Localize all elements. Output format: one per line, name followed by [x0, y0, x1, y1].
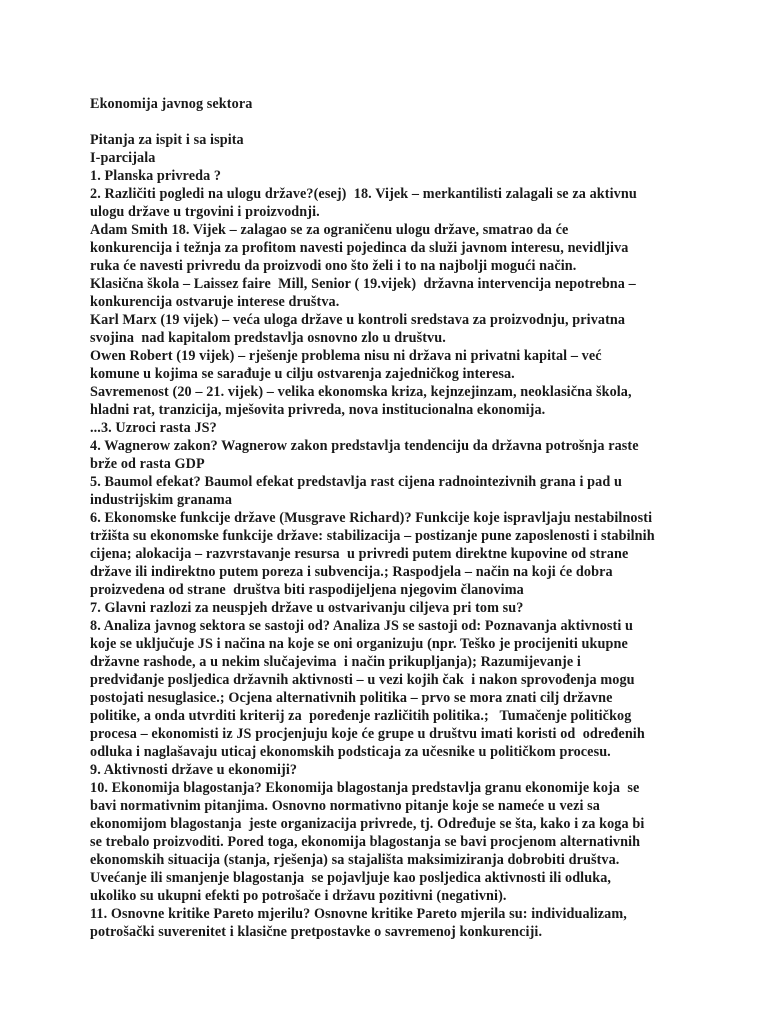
document-line: Adam Smith 18. Vijek – zalagao se za ograničenu ulogu države, smatrao da će	[90, 222, 569, 238]
document-line: Uvećanje ili smanjenje blagostanja se pojavljuje kao posljedica aktivnosti ili odluka,	[90, 870, 612, 886]
document-line: ekonomskih situacija (stanja, rješenja) sa stajališta maksimiziranja dobrobiti društva.	[90, 852, 620, 868]
document-page	[90, 95, 740, 941]
document-line: industrijskim granama	[90, 492, 233, 508]
document-line: 4. Wagnerow zakon? Wagnerow zakon predstavlja tendenciju da državna potrošnja raste	[90, 438, 639, 454]
document-line: hladni rat, tranzicija, mješovita privreda, nova institucionalna ekonomija.	[90, 402, 546, 418]
document-title: Ekonomija javnog sektora	[90, 96, 253, 112]
document-line: I-parcijala	[90, 150, 156, 166]
document-line: brže od rasta GDP	[90, 456, 205, 472]
document-line: 2. Različiti pogledi na ulogu države?(esej) 18. Vijek – merkantilisti zalagali se za aktivnu	[90, 186, 637, 202]
document-line: konkurencija i težnja za profitom navesti pojedinca da služi javnom interesu, nevidljiva	[90, 240, 629, 256]
document-line: konkurencija ostvaruje interese društva.	[90, 294, 340, 310]
document-line: Owen Robert (19 vijek) – rješenje problema nisu ni država ni privatni kapital – već	[90, 348, 602, 364]
document-line: svojina nad kapitalom predstavlja osnovno zlo u društvu.	[90, 330, 446, 346]
document-line: 9. Aktivnosti države u ekonomiji?	[90, 762, 298, 778]
document-line: komune u kojima se sarađuje u cilju ostvarenja zajedničkog interesa.	[90, 366, 515, 382]
document-line: procesa – ekonomisti iz JS procjenjuju koje će grupe u društvu imati koristi od određenih	[90, 726, 645, 742]
document-line: države ili indirektno putem poreza i subvencija.; Raspodjela – način na koji će dobra	[90, 564, 613, 580]
document-line: državne rashode, a u nekim slučajevima i način prikupljanja); Razumijevanje i	[90, 654, 581, 670]
document-line: koje se uključuje JS i načina na koje se oni organizuju (npr. Teško je procijeniti ukupne	[90, 636, 628, 652]
document-line: Savremenost (20 – 21. vijek) – velika ekonomska kriza, kejnzejinzam, neoklasična škola,	[90, 384, 632, 400]
document-line: 1. Planska privreda ?	[90, 168, 222, 184]
document-line: Pitanja za ispit i sa ispita	[90, 132, 244, 148]
document-line: proizvedena od strane društva biti raspodijeljena njegovim članovima	[90, 582, 524, 598]
document-line: 5. Baumol efekat? Baumol efekat predstavlja rast cijena radnointezivnih grana i pad u	[90, 474, 622, 490]
document-body	[90, 131, 740, 941]
document-line: Klasična škola – Laissez faire Mill, Senior ( 19.vijek) državna intervencija nepotrebna –	[90, 276, 636, 292]
document-line: 10. Ekonomija blagostanja? Ekonomija blagostanja predstavlja granu ekonomije koja se	[90, 780, 640, 796]
document-line: predviđanje posljedica državnih aktivnosti – u vezi kojih čak i nakon sprovođenja mogu	[90, 672, 635, 688]
document-line: ukoliko su ukupni efekti po potrošače i državu pozitivni (negativni).	[90, 888, 507, 904]
document-line: odluka i naglašavaju uticaj ekonomskih podsticaja za učesnike u političkom procesu.	[90, 744, 611, 760]
document-line: se trebalo proizvoditi. Pored toga, ekonomija blagostanja se bavi procjenom alternativnih	[90, 834, 641, 850]
document-line: ekonomijom blagostanja jeste organizacija privrede, tj. Određuje se šta, kako i za koga bi	[90, 816, 645, 832]
document-line: ulogu države u trgovini i proizvodnji.	[90, 204, 320, 220]
document-line: politike, a onda utvrditi kriterij za poređenje različitih politika.; Tumačenje političkog	[90, 708, 632, 724]
document-line: potrošački suverenitet i klasične pretpostavke o savremenoj konkurenciji.	[90, 924, 543, 940]
document-line: postojati nesuglasice.; Ocjena alternativnih politika – prvo se mora znati cilj državne	[90, 690, 613, 706]
document-line: 7. Glavni razlozi za neuspjeh države u ostvarivanju ciljeva pri tom su?	[90, 600, 524, 616]
document-line: 6. Ekonomske funkcije države (Musgrave Richard)? Funkcije koje ispravljaju nestabilnosti	[90, 510, 653, 526]
document-line: cijena; alokacija – razvrstavanje resursa u privredi putem direktne kupovine od strane	[90, 546, 629, 562]
document-line: ruka će navesti privredu da proizvodi ono što želi i to na najbolji mogući način.	[90, 258, 577, 274]
document-line: 11. Osnovne kritike Pareto mjerilu? Osnovne kritike Pareto mjerila su: individualizam,	[90, 906, 627, 922]
document-line: tržišta su ekonomske funkcije države: stabilizacija – postizanje pune zaposlenosti i stabilnih	[90, 528, 655, 544]
document-line: Karl Marx (19 vijek) – veća uloga države u kontroli sredstava za proizvodnju, privatna	[90, 312, 626, 328]
document-line: ...3. Uzroci rasta JS?	[90, 420, 217, 436]
document-line: 8. Analiza javnog sektora se sastoji od? Analiza JS se sastoji od: Poznavanja aktivnosti u	[90, 618, 634, 634]
document-line: bavi normativnim pitanjima. Osnovno normativno pitanje koje se nameće u vezi sa	[90, 798, 600, 814]
